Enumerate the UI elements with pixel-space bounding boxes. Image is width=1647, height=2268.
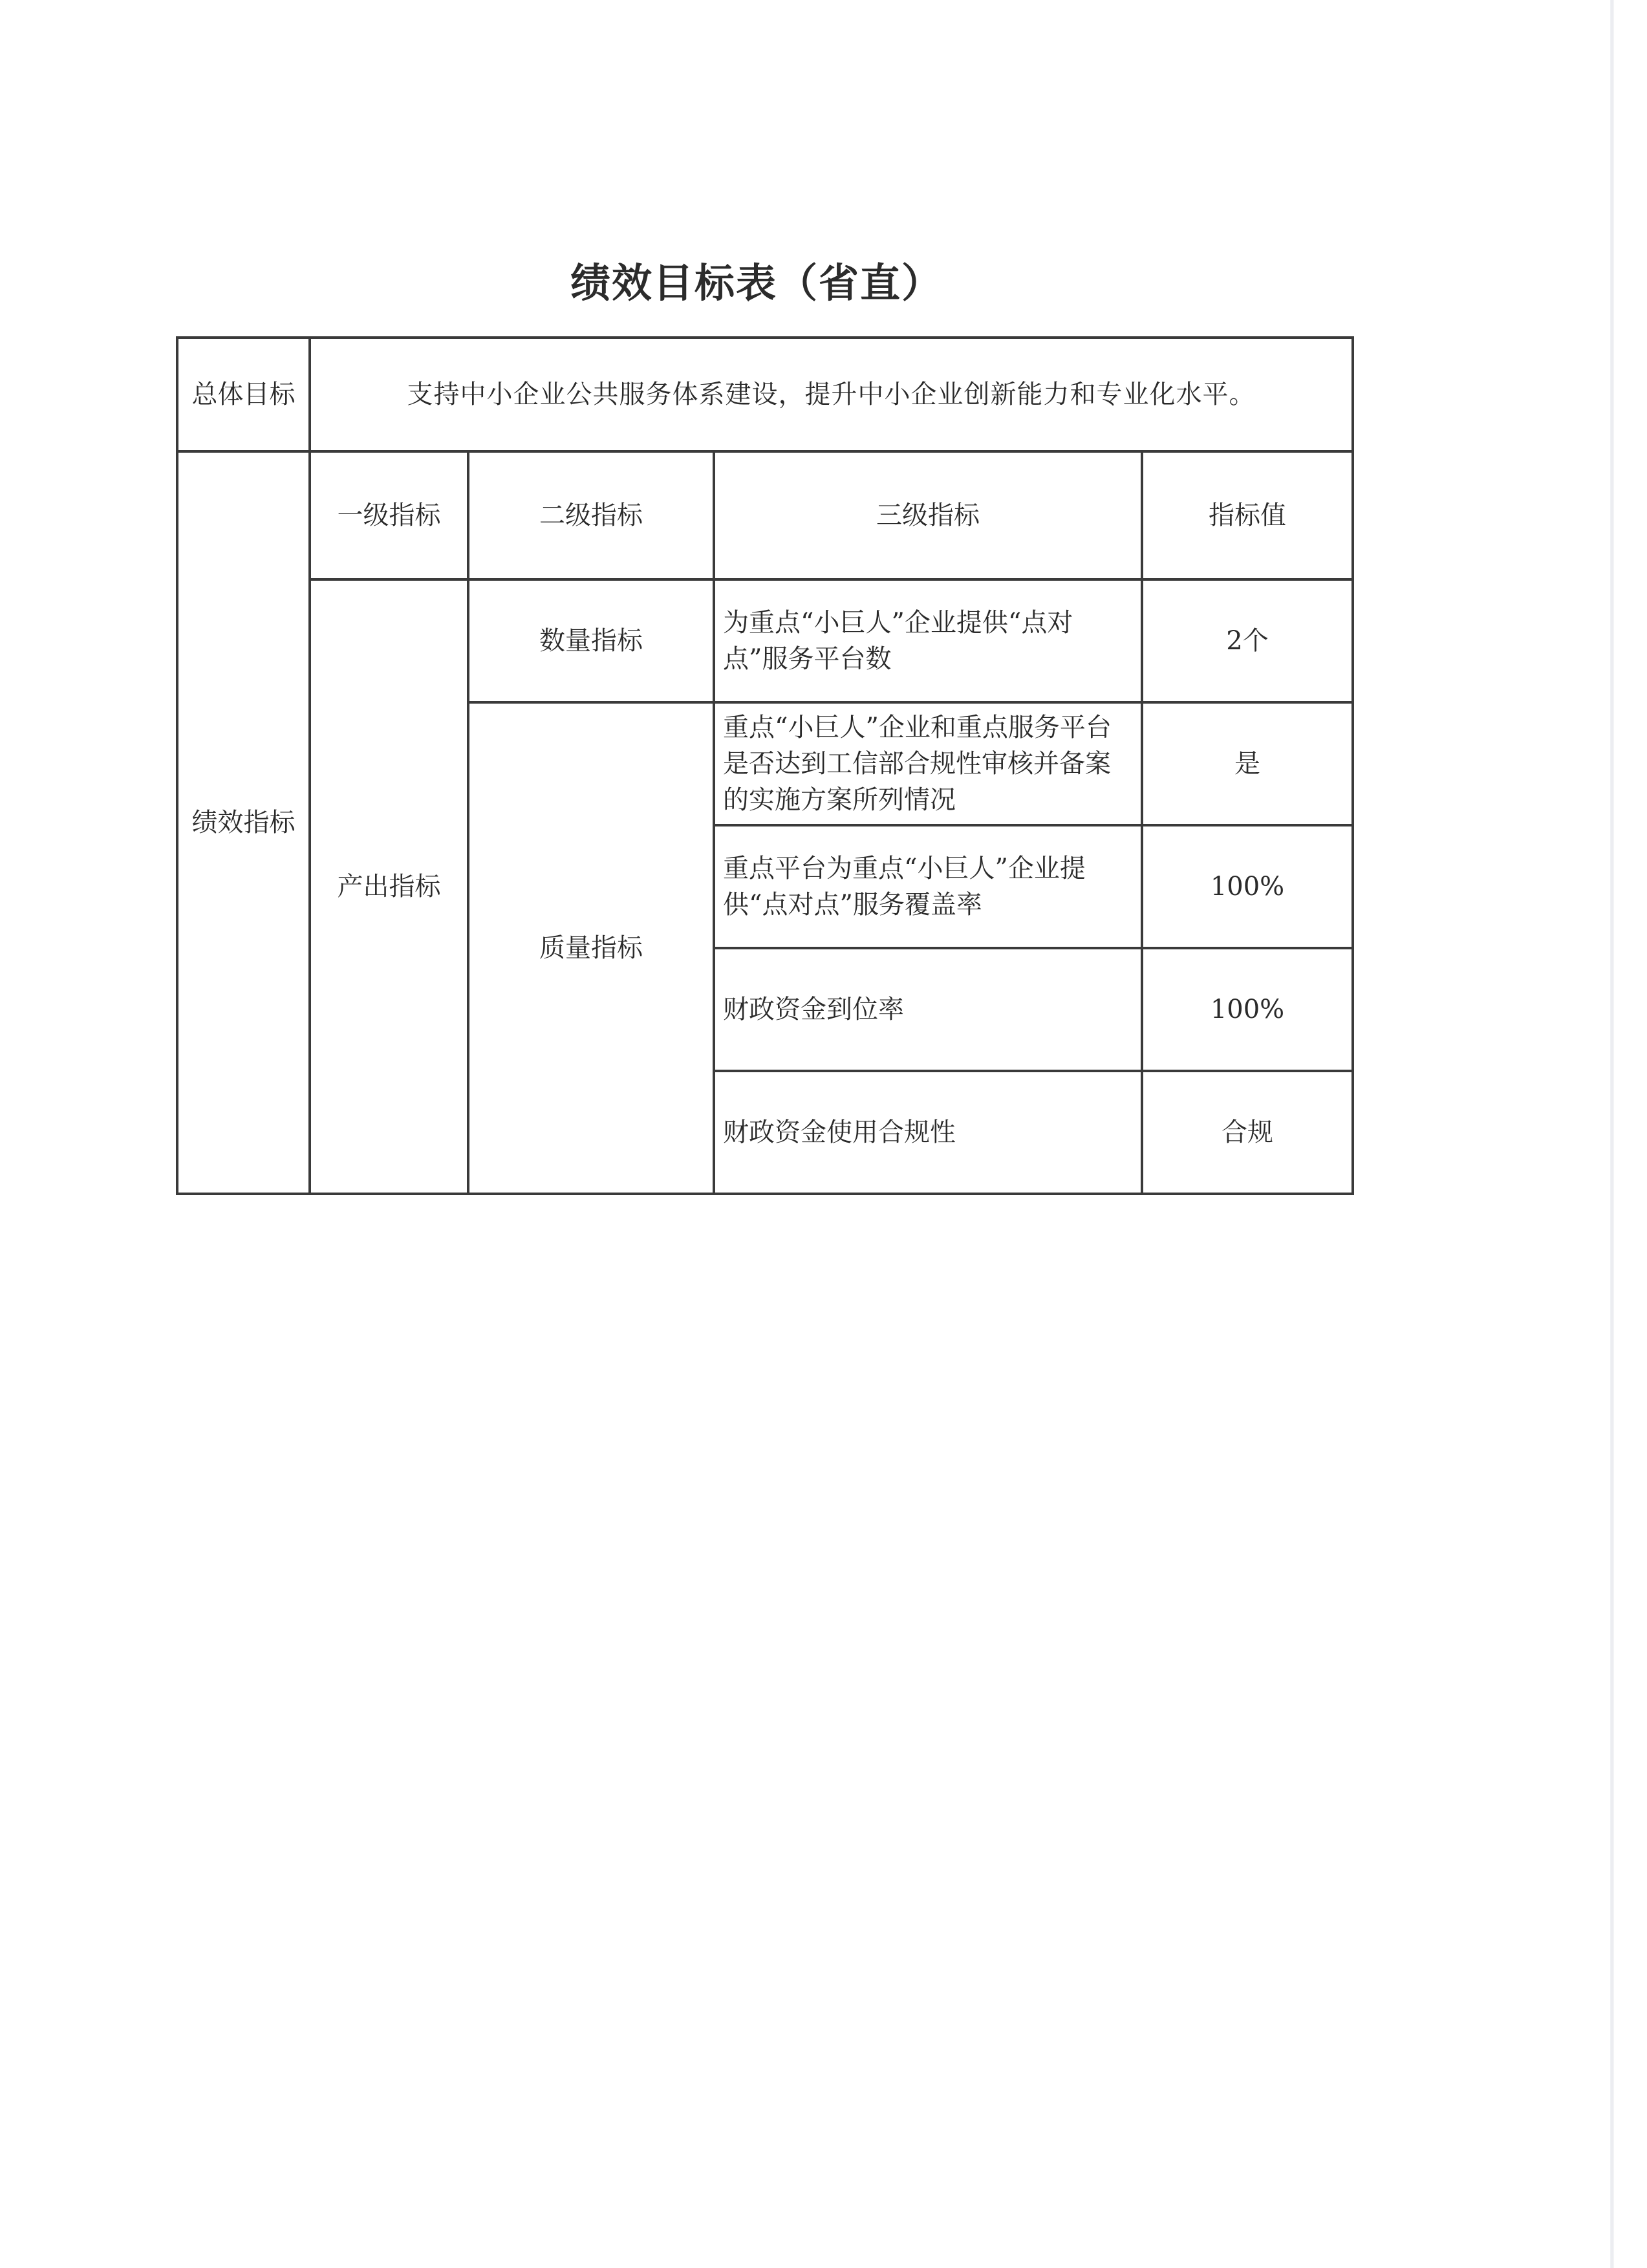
overall-goal-text: 支持中小企业公共服务体系建设，提升中小企业创新能力和专业化水平。: [310, 338, 1353, 451]
level3-item: 重点平台为重点“小巨人”企业提供“点对点”服务覆盖率: [714, 825, 1142, 948]
header-level3: 三级指标: [714, 451, 1142, 579]
header-level1: 一级指标: [310, 451, 468, 579]
indicator-value: 100%: [1142, 948, 1353, 1071]
level2-quality: 质量指标: [468, 702, 714, 1194]
page-title: 绩效目标表（省直）: [570, 259, 943, 307]
performance-target-table: [176, 336, 1354, 1195]
table-row: [177, 579, 1353, 702]
level3-item: 财政资金到位率: [714, 948, 1142, 1071]
overall-goal-label: 总体目标: [177, 338, 310, 451]
level3-item: 财政资金使用合规性: [714, 1071, 1142, 1194]
header-row: [177, 451, 1353, 579]
performance-indicator-label: 绩效指标: [177, 451, 310, 1194]
level3-item: 重点“小巨人”企业和重点服务平台是否达到工信部合规性审核并备案的实施方案所列情况: [714, 702, 1142, 825]
level3-item: 为重点“小巨人”企业提供“点对点”服务平台数: [714, 579, 1142, 702]
level1-output: 产出指标: [310, 579, 468, 1194]
indicator-value: 是: [1142, 702, 1353, 825]
indicator-value: 2个: [1142, 579, 1353, 702]
page-edge-shadow: [1610, 0, 1614, 2268]
indicator-value: 100%: [1142, 825, 1353, 948]
header-value: 指标值: [1142, 451, 1353, 579]
header-level2: 二级指标: [468, 451, 714, 579]
level2-quantity: 数量指标: [468, 579, 714, 702]
indicator-value: 合规: [1142, 1071, 1353, 1194]
overall-goal-row: [177, 338, 1353, 451]
